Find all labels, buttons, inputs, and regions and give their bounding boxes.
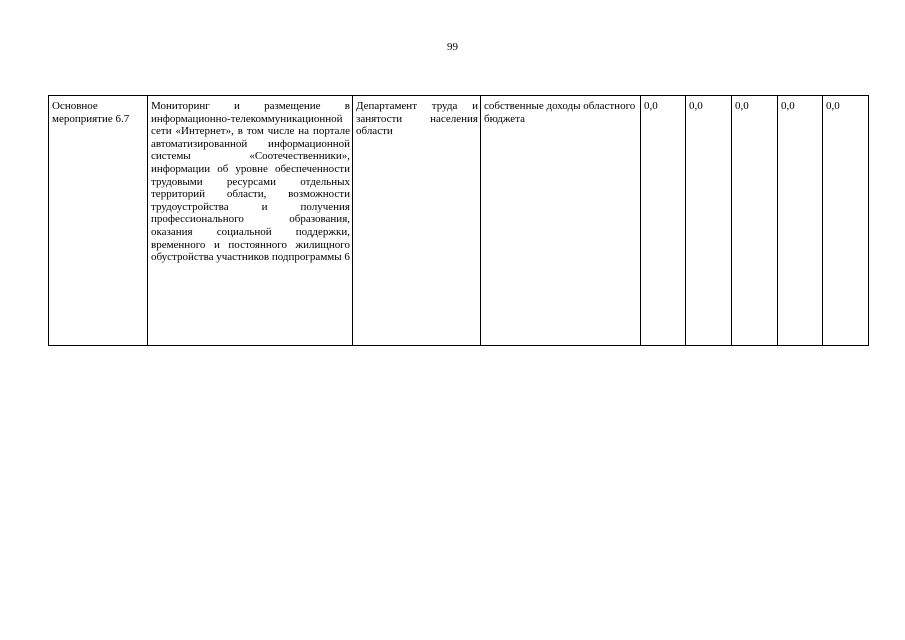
funding-source-cell	[481, 96, 641, 346]
value-cell-2	[686, 96, 732, 346]
activity-description-cell	[148, 96, 353, 346]
activity-name-cell	[49, 96, 148, 346]
value-cell-1	[641, 96, 686, 346]
value-1: 0,0	[644, 100, 658, 112]
page-number: 99	[447, 41, 458, 53]
value-2: 0,0	[689, 100, 703, 112]
value-5: 0,0	[826, 100, 840, 112]
activity-name: Основное мероприятие 6.7	[52, 100, 130, 125]
value-4: 0,0	[781, 100, 795, 112]
activity-description: Мониторинг и размещение в информационно-телекоммуникационной сети «Интернет», в том числе на портале автоматизированной информационной системы «Соотечественники», информации об уровне обеспеченности трудовыми ресурсами отдельных территорий области, возможности трудоустройства и получения профессионального образования, оказания социальной поддержки, временного и постоянного жилищного обустройства участников подпрограммы 6	[151, 100, 350, 264]
program-activities-table	[48, 95, 869, 346]
value-cell-5	[823, 96, 869, 346]
value-cell-3	[732, 96, 778, 346]
value-3: 0,0	[735, 100, 749, 112]
executor-cell	[353, 96, 481, 346]
funding-source: собственные доходы областного бюджета	[484, 100, 636, 125]
executor: Департамент труда и занятости населения области	[356, 100, 478, 138]
value-cell-4	[778, 96, 823, 346]
table-row	[49, 96, 869, 346]
